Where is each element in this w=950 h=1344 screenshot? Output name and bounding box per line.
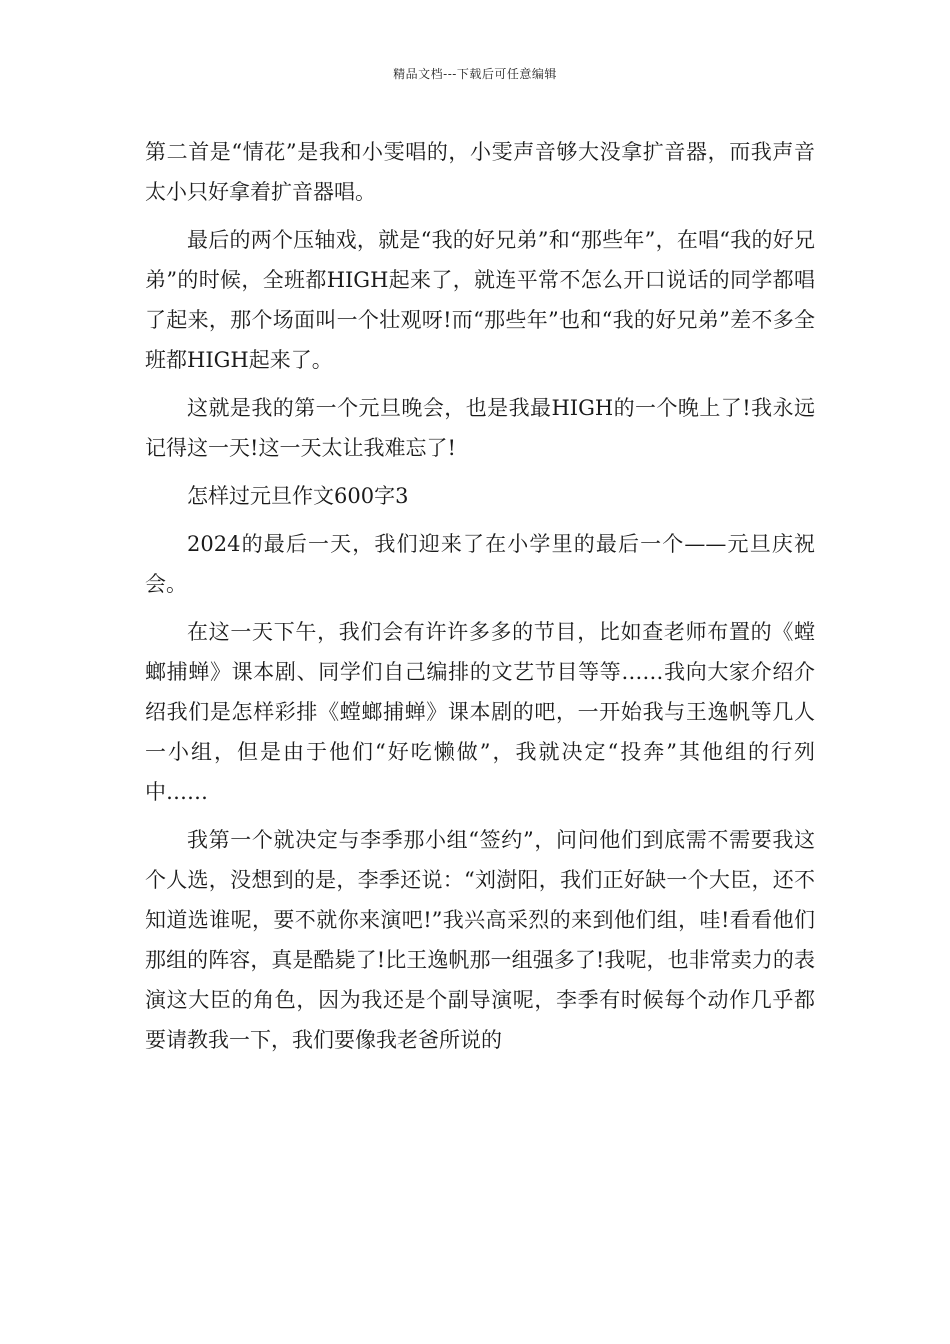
paragraph: 第二首是“情花”是我和小雯唱的，小雯声音够大没拿扩音器，而我声音太小只好拿着扩音器唱。 (145, 140, 815, 204)
paragraph: 我第一个就决定与李季那小组“签约”，问问他们到底需不需要我这个人选，没想到的是，李季还说：“刘澍阳，我们正好缺一个大臣，还不知道选谁呢，要不就你来演吧!”我兴高采烈的来到他们组，哇!看看他们那组的阵容，真是酷毙了!比王逸帆那一组强多了!我呢，也非常卖力的表演这大臣的角色，因为我还是个副导演呢，李季有时候每个动作几乎都要请教我一下，我们要像我老爸所说的 (145, 828, 815, 1052)
paragraph: 这就是我的第一个元旦晚会，也是我最HIGH的一个晚上了!我永远记得这一天!这一天太让我难忘了! (145, 396, 815, 460)
paragraph: 在这一天下午，我们会有许许多多的节目，比如查老师布置的《螳螂捕蝉》课本剧、同学们自己编排的文艺节目等等……我向大家介绍介绍我们是怎样彩排《螳螂捕蝉》课本剧的吧，一开始我与王逸帆等几人一小组，但是由于他们“好吃懒做”，我就决定“投奔”其他组的行列中…… (145, 620, 815, 804)
page-header: 精品文档---下载后可任意编辑 (393, 67, 557, 81)
section-heading: 怎样过元旦作文600字3 (187, 484, 409, 508)
paragraph: 2024的最后一天，我们迎来了在小学里的最后一个——元旦庆祝会。 (145, 532, 815, 596)
paragraph: 最后的两个压轴戏，就是“我的好兄弟”和“那些年”，在唱“我的好兄弟”的时候，全班都HIGH起来了，就连平常不怎么开口说话的同学都唱了起来，那个场面叫一个壮观呀!而“那些年”也和“我的好兄弟”差不多全班都HIGH起来了。 (145, 228, 815, 372)
document-body (145, 132, 815, 1060)
